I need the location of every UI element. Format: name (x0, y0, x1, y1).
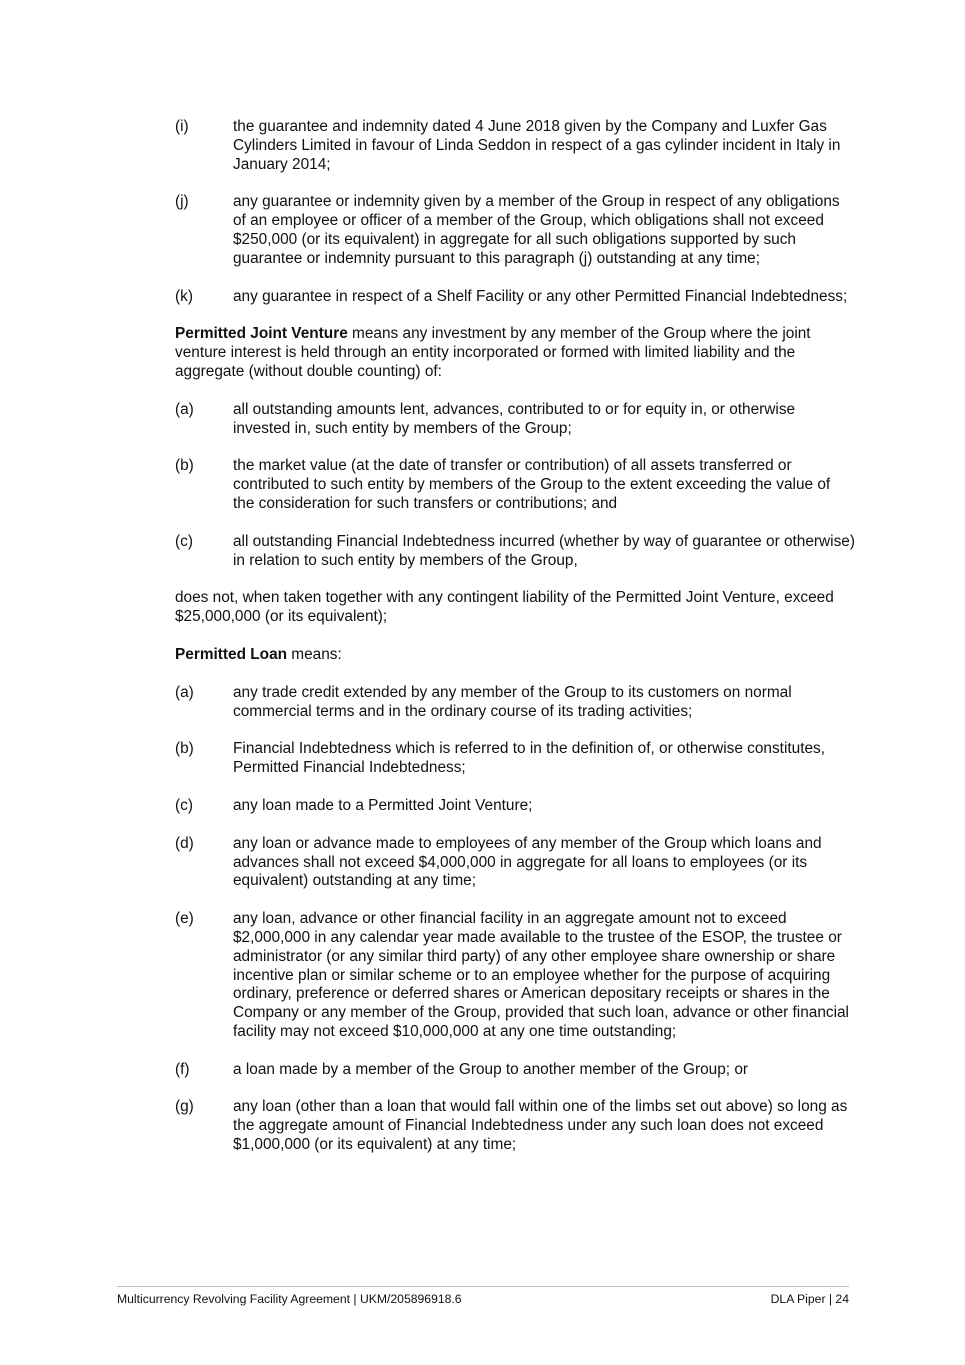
list-item (175, 1061, 855, 1080)
item-label: (e) (175, 910, 194, 928)
list-item (175, 533, 855, 571)
item-text: the guarantee and indemnity dated 4 June 2018 given by the Company and Luxfer Gas Cylinders Limited in favour of Linda Seddon in respect of a gas cylinder incident in Italy in January 2014; (233, 118, 841, 173)
item-label: (g) (175, 1098, 194, 1116)
item-text: any loan (other than a loan that would fall within one of the limbs set out above) so long as the aggregate amount of Financial Indebtedness under any such loan does not exceed $1,000,000 (or its equivalent) at any time; (233, 1098, 848, 1154)
definition-closing: does not, when taken together with any contingent liability of the Permitted Joint Venture, exceed $25,000,000 (or its equivalent); (175, 589, 834, 626)
item-text: Financial Indebtedness which is referred to in the definition of, or otherwise constitutes, Permitted Financial Indebtedness; (233, 740, 826, 777)
list-item (175, 401, 855, 439)
list-item (175, 684, 855, 722)
item-label: (d) (175, 834, 194, 852)
list-item (175, 740, 855, 778)
list-item (175, 910, 855, 1042)
item-text: the market value (at the date of transfer or contribution) of all assets transferred or contributed to such entity by members of the Group to the extent exceeding the value of the consideration for such transfers or contributions; and (233, 457, 831, 512)
item-text: a loan made by a member of the Group to another member of the Group; or (233, 1060, 749, 1078)
item-label: (i) (175, 118, 189, 135)
list-item (175, 457, 855, 513)
footer-document-reference: Multicurrency Revolving Facility Agreement | UKM/205896918.6 (117, 1292, 462, 1306)
item-label: (b) (175, 740, 194, 758)
item-text: any loan, advance or other financial facility in an aggregate amount not to exceed $2,000,000 in any calendar year made available to the trustee of the ESOP, the trustee or administrator (or any similar third party) of any other employee share ownership or share incentive plan or similar scheme or to an employee whether for the purpose of acquiring ordinary, preference or deferred shares or American depositary receipts or shares in the Company or any member of the Group, provided that such loan, advance or other financial facility may not exceed $10,000,000 at any one time outstanding; (233, 910, 849, 1040)
item-label: (k) (175, 287, 193, 305)
defined-term: Permitted Loan (175, 645, 288, 663)
item-label: (c) (175, 532, 193, 550)
list-item (175, 797, 855, 816)
list-item (175, 1098, 855, 1154)
footer-divider (117, 1286, 849, 1287)
list-item (175, 193, 855, 268)
item-text: all outstanding amounts lent, advances, contributed to or for equity in, or otherwise invested in, such entity by members of the Group; (233, 400, 796, 437)
item-text: any loan or advance made to employees of any member of the Group which loans and advances shall not exceed $4,000,000 in aggregate for all loans to employees (or its equivalent) outstanding at any time; (233, 834, 822, 890)
item-text: any loan made to a Permitted Joint Venture; (233, 796, 533, 814)
item-text: any guarantee in respect of a Shelf Facility or any other Permitted Financial Indebtedness; (233, 287, 848, 305)
item-label: (a) (175, 400, 194, 418)
item-text: any guarantee or indemnity given by a member of the Group in respect of any obligations of an employee or officer of a member of the Group, which obligations shall not exceed $250,000 (or its equivalent) in aggregate for all such obligations supported by such guarantee or indemnity pursuant to this paragraph (j) outstanding at any time; (233, 193, 840, 267)
item-label: (f) (175, 1060, 190, 1078)
definition-permitted-joint-venture (175, 325, 855, 381)
definition-intro: means: (287, 645, 342, 663)
definition-intro: means any investment by any member of the Group where the joint venture interest is held through an entity incorporated or formed with limited liability and the aggregate (without double counting) of: (175, 325, 811, 380)
list-item (175, 835, 855, 891)
page-footer (117, 1292, 849, 1307)
item-label: (b) (175, 457, 194, 475)
item-label: (a) (175, 683, 194, 701)
definition-permitted-loan (175, 646, 855, 665)
item-label: (j) (175, 193, 189, 211)
list-item (175, 118, 855, 174)
list-item (175, 288, 855, 307)
item-label: (c) (175, 796, 193, 814)
document-body (175, 118, 855, 1174)
item-text: all outstanding Financial Indebtedness incurred (whether by way of guarantee or otherwise) in relation to such entity by members of the Group, (233, 532, 855, 569)
item-text: any trade credit extended by any member of the Group to its customers on normal commercial terms and in the ordinary course of its trading activities; (233, 683, 792, 720)
defined-term: Permitted Joint Venture (175, 325, 348, 343)
footer-page-number: DLA Piper | 24 (770, 1292, 849, 1306)
